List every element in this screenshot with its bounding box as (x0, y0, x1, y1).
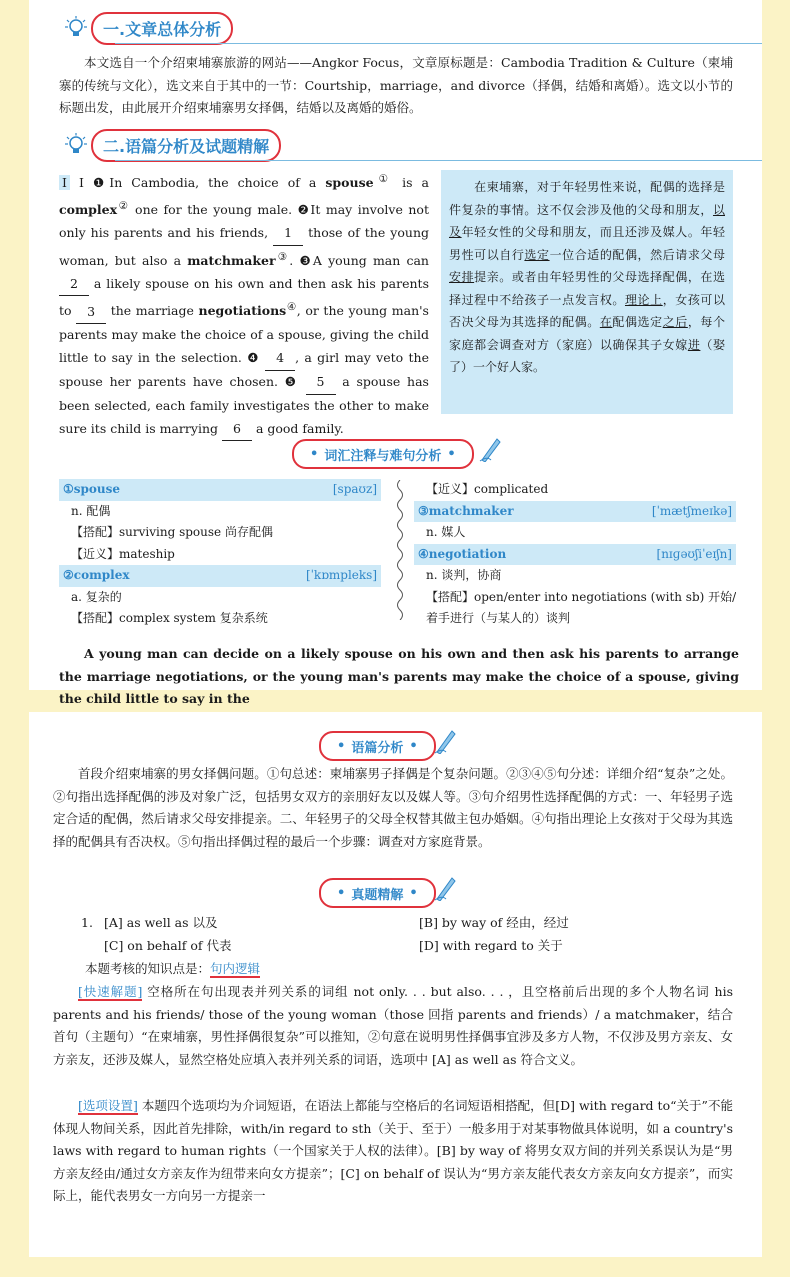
answer-highlight: 选定 (524, 247, 550, 262)
blank-2: 2 (59, 273, 89, 297)
answers-title-text: 真题精解 (351, 887, 404, 903)
translation-text: 配偶选定 (612, 315, 663, 329)
passage-text: the marriage (106, 303, 199, 319)
blank-6: 6 (222, 418, 252, 442)
vocab-word: ④negotiation (418, 546, 507, 561)
section1-title: 一.文章总体分析 (91, 12, 233, 45)
footnote-marker: ④ (286, 301, 297, 314)
translation-text: ，女孩可以否决父母为其选择的配偶。 (449, 292, 725, 329)
question-number: 1. (81, 915, 93, 930)
pen-icon (434, 875, 456, 901)
divider (115, 160, 762, 161)
passage-text: a good family. (251, 420, 344, 436)
translation-text: 提亲。或者由年轻男性的父母选择配偶，在选择过程中不给孩子一点发言权。 (449, 270, 725, 307)
vocab-phonetic: [ˈkɒmpleks] (305, 568, 377, 582)
sentence-number: ❷ (297, 202, 311, 218)
quick-solution (53, 981, 733, 1071)
answer-highlight: 进 (687, 337, 701, 352)
answers-section-title: • 真题精解 • (319, 878, 436, 908)
sentence-number: ❸ (299, 252, 313, 268)
vocab-negotiations: negotiations (198, 303, 287, 319)
vocab-entry-head (414, 501, 736, 523)
answer-highlight: 之后 (662, 315, 688, 329)
vocab-entry-line: 【近义】mateship (71, 546, 175, 561)
footnote-marker: ③ (275, 250, 290, 263)
quick-solution-tag: [快速解题] (78, 984, 143, 999)
passage-text: one for the young male. (129, 202, 298, 218)
quick-solution-text: 空格所在句出现表并列关系的词组 not only. . . but also. . . ，且空格前后出现的多个人物名词 his parents and his friends/ those of the young woman（those 回指 parents and friends）/ a matchmaker，结合首句（主题句）“在柬埔寨，男性择偶很复杂”可以推知，②句意在说明男性择偶事宜涉及多方人物，不仅涉及男方亲友、女方亲友，还涉及媒人，显然空格处应填入表并列关系的词语，选项中 [A] as well as 符合文义。 (53, 984, 733, 1067)
answer-highlight: 在 (599, 315, 613, 329)
translation-text: 一位合适的配偶，然后请求父母 (549, 247, 725, 262)
footnote-marker: ② (117, 199, 130, 212)
wave-divider (395, 480, 405, 620)
passage-text: In Cambodia, the choice of a (109, 175, 326, 191)
vocab-left-column (59, 479, 381, 630)
knowledge-point (85, 958, 260, 981)
answer-highlight: 安排 (449, 270, 475, 284)
difficult-sentence: A young man can decide on a likely spouse on his own and then ask his parents to arrange the marriage negotiations, or the young man's parents may make the choice of a spouse, giving the child little to say in the (59, 646, 739, 706)
blank-3: 3 (76, 301, 106, 325)
option-b: [B] by way of 经由，经过 (419, 915, 569, 930)
vocab-phonetic: [spaʊz] (332, 482, 377, 496)
vocab-spouse: spouse (325, 175, 374, 191)
section1-header (65, 12, 233, 44)
passage-text: a likely spouse on his own and then ask his parents to (59, 275, 429, 319)
overview-text: 本文选自一个介绍柬埔寨旅游的网站——Angkor Focus，文章原标题是：Cambodia Tradition & Culture（柬埔寨的传统与文化），选文来自于其中的一节：Courtship，marriage，and divorce（择偶，结婚和离婚）。选文以小节的标题出发，由此展开介绍柬埔寨男女择偶，结婚以及离婚的婚俗。 (59, 55, 733, 115)
answer-highlight: 以及 (449, 202, 725, 239)
discourse-section-title: • 语篇分析 • (319, 731, 436, 761)
option-analysis-tag: [选项设置] (78, 1098, 138, 1113)
translation-box (441, 170, 733, 414)
option-a: [A] as well as 以及 (104, 915, 218, 930)
knowledge-point-label: 本题考核的知识点是： (85, 961, 211, 976)
blank-1: 1 (273, 222, 303, 246)
passage-paragraph (59, 168, 429, 441)
vocab-entry-head (59, 479, 381, 501)
vocab-entry-head (59, 565, 381, 587)
footnote-marker: ① (373, 173, 394, 185)
vocab-entry-line: 【搭配】surviving spouse 尚存配偶 (71, 525, 273, 539)
translation-text: ，每个家庭都会调查对方（家庭）以确保其子女嫁 (449, 315, 725, 352)
blank-4: 4 (265, 347, 295, 371)
section2-header (65, 129, 281, 161)
vocab-entry-line: 【近义】complicated (426, 482, 549, 496)
vocab-title-text: 词汇注释与难句分析 (324, 448, 442, 464)
vocab-entry-line: n. 谈判，协商 (426, 568, 502, 582)
discourse-title-text: 语篇分析 (351, 740, 404, 756)
passage-text: , or the young man's parents may make the choice of a spouse, giving the child little to say in the selection. (59, 303, 429, 366)
option-analysis (53, 1095, 733, 1208)
lightbulb-icon (65, 133, 87, 157)
option-analysis-text: 本题四个选项均为介词短语，在语法上都能与空格后的名词短语相搭配，但[D] with regard to“关于”不能体现人物间关系，因此首先排除，with/in regard to sth（关于、至于）一般多用于对某事物做具体说明，如 a country's laws with regard to human rights（一个国家关于人权的法律）。[B] by way of 将男女双方间的并列关系误认为是“男方亲友经由/通过女方亲友作为纽带来向女方提亲”；[C] on behalf of 误认为“男方亲友能代表女方亲友向女方提亲”，而实际上，能代表男女一方向另一方提亲一 (53, 1098, 733, 1203)
vocab-complex: complex (59, 202, 118, 218)
paragraph-marker: I (59, 175, 70, 190)
sentence-number: ❺ (284, 374, 299, 389)
passage-text: a spouse has been selected, each family investigates the other to make sure its child is marrying (59, 374, 429, 436)
translation-text: 年轻女性的父母和朋友，而且还涉及媒人。年轻男性可以自行 (449, 225, 725, 262)
vocab-phonetic: [ˈmætʃmeɪkə] (651, 503, 732, 518)
vocab-entry-line: 着手进行（与某人的）谈判 (426, 611, 571, 625)
discourse-text: 首段介绍柬埔寨的男女择偶问题。①句总述：柬埔寨男子择偶是个复杂问题。②③④⑤句分述：详细介绍“复杂”之处。②句指出选择配偶的涉及对象广泛，包括男女双方的亲朋好友以及媒人等。③句介绍男性选择配偶的方式：一、年轻男子选定合适的配偶，然后请求父母安排提亲。二、年轻男子的父母全权替其做主包办婚姻。④句指出理论上女孩对于父母为其选择的配偶具有否决权。⑤句指出择偶过程的最后一个步骤：调查对方家庭背景。 (53, 766, 733, 849)
vocab-entry-line: a. 复杂的 (71, 589, 122, 604)
passage-text: . (289, 252, 300, 268)
vocab-entry-line: n. 配偶 (71, 503, 111, 518)
paragraph-marker: I (79, 175, 84, 191)
vocab-word: ②complex (63, 568, 130, 582)
divider (115, 43, 762, 44)
passage-text: , a girl may veto the spouse her parents have chosen. (59, 350, 429, 389)
vocab-entry-line: 【搭配】open/enter into negotiations (with sb) 开始/ (426, 589, 736, 604)
lightbulb-icon (65, 16, 87, 40)
page-top (29, 0, 762, 706)
passage-text: those of the young woman, but also a (59, 224, 429, 268)
vocab-right-column (414, 479, 736, 630)
vocab-entry-line: n. 媒人 (426, 525, 466, 539)
vocab-matchmaker: matchmaker (187, 252, 276, 268)
option-c: [C] on behalf of 代表 (104, 938, 232, 953)
passage-text: A young man can (312, 252, 429, 268)
vocab-entry-head (414, 544, 736, 566)
vocab-word: ③matchmaker (418, 503, 514, 518)
vocab-word: ①spouse (63, 482, 121, 496)
passage-text: is a (393, 175, 429, 191)
knowledge-point-value: 句内逻辑 (210, 961, 261, 976)
translation-text: 在柬埔寨，对于年轻男性来说，配偶的选择是件复杂的事情。这不仅会涉及他的父母和朋友， (449, 180, 725, 217)
page-bottom (29, 712, 762, 1257)
blank-5: 5 (306, 371, 336, 395)
vocab-phonetic: [nɪɡəʊʃiˈeɪʃn] (656, 546, 732, 561)
pen-icon (434, 728, 456, 754)
vocab-entry-line: 【搭配】complex system 复杂系统 (71, 611, 268, 625)
answer-highlight: 理论上 (624, 292, 663, 307)
section2-title: 二.语篇分析及试题精解 (91, 129, 281, 162)
pen-icon (479, 436, 501, 462)
option-d: [D] with regard to 关于 (419, 938, 563, 953)
sentence-number: ❶ (93, 175, 110, 191)
passage-text: It may involve not only his parents and his friends, (59, 202, 429, 240)
sentence-number: ❹ (247, 350, 260, 366)
translation-text: （娶了）一个好人家。 (449, 337, 725, 374)
vocab-section-title: • 词汇注释与难句分析 • (292, 439, 474, 469)
